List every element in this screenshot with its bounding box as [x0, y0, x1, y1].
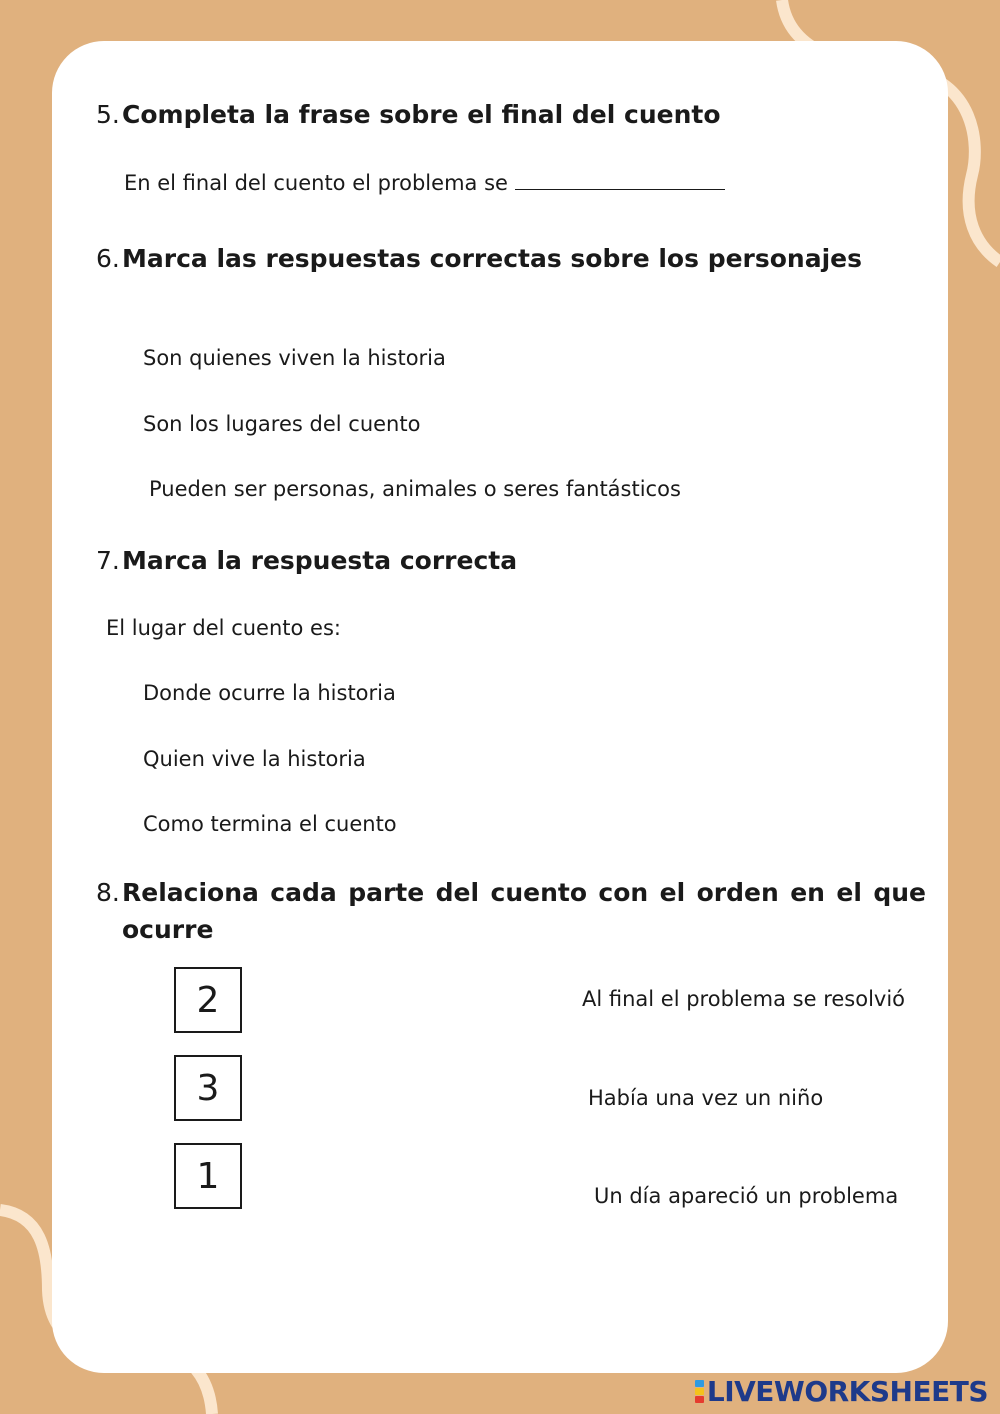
story-part: Al final el problema se resolvió: [582, 987, 906, 1011]
order-box[interactable]: 2: [174, 967, 242, 1033]
question-6-option[interactable]: Son los lugares del cuento: [143, 412, 421, 436]
story-part: Había una vez un niño: [588, 1086, 824, 1110]
order-box[interactable]: 1: [174, 1143, 242, 1209]
question-7-option[interactable]: Como termina el cuento: [143, 812, 397, 836]
order-box[interactable]: 3: [174, 1055, 242, 1121]
question-6-option[interactable]: Pueden ser personas, animales o seres fantásticos: [149, 477, 681, 501]
question-5-sentence: En el final del cuento el problema se: [124, 171, 508, 195]
question-5-title: [96, 96, 926, 133]
story-part: Un día apareció un problema: [594, 1184, 899, 1208]
liveworksheets-logo-icon: [695, 1380, 704, 1403]
question-7-title: [96, 542, 926, 579]
liveworksheets-brand-text: LIVEWORKSHEETS: [706, 1374, 988, 1408]
liveworksheets-logo: [695, 1376, 988, 1406]
question-8-title: [96, 874, 926, 948]
question-5-text: Completa la frase sobre el final del cuento: [122, 100, 721, 129]
question-7-number: 7.: [96, 546, 120, 575]
question-8-number: 8.: [96, 878, 120, 907]
question-7-text: Marca la respuesta correcta: [122, 546, 518, 575]
question-5-number: 5.: [96, 100, 120, 129]
question-7-prompt: El lugar del cuento es:: [106, 616, 341, 640]
question-6-number: 6.: [96, 244, 120, 273]
question-7-option[interactable]: Quien vive la historia: [143, 747, 366, 771]
question-5-sentence-row: [124, 170, 725, 196]
question-6-title: [96, 240, 926, 277]
answer-blank[interactable]: [515, 171, 725, 190]
question-7-option[interactable]: Donde ocurre la historia: [143, 681, 396, 705]
question-6-text: Marca las respuestas correctas sobre los personajes: [122, 244, 863, 273]
question-6-option[interactable]: Son quienes viven la historia: [143, 346, 446, 370]
question-8-text: Relaciona cada parte del cuento con el orden en el que ocurre: [122, 878, 926, 944]
